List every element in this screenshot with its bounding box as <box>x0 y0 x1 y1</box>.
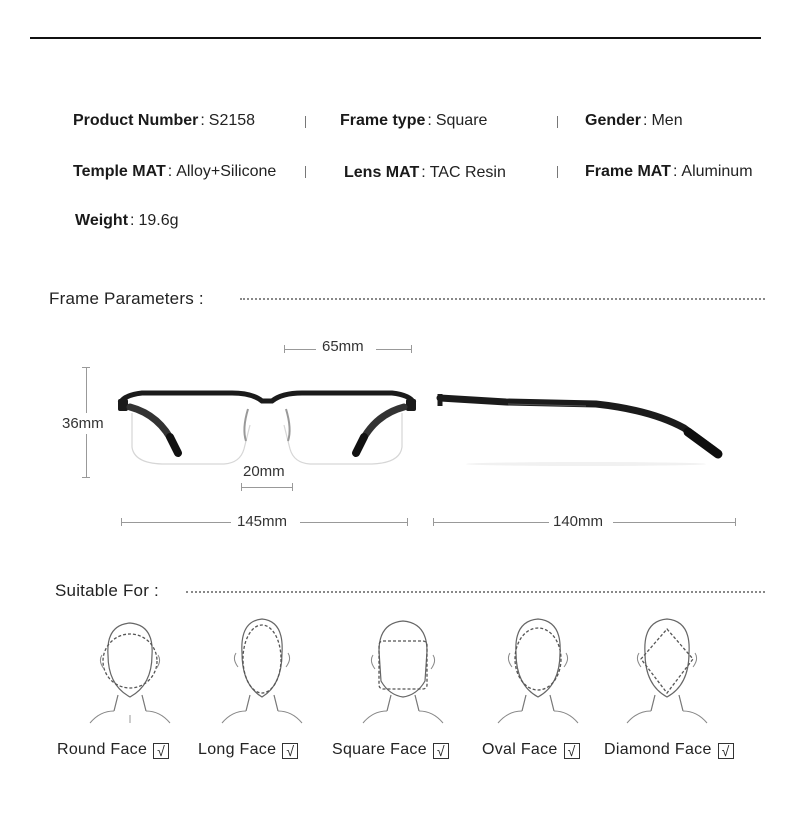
dimension-line <box>241 487 293 488</box>
spec-lens-mat: Lens MAT : TAC Resin <box>344 164 506 181</box>
face-label-oval <box>482 741 580 759</box>
dimension-tick <box>82 367 90 368</box>
face-name: Round Face <box>57 741 148 758</box>
round-face-icon <box>80 615 180 725</box>
lens-width-label: 65mm <box>322 338 364 355</box>
check-icon: √ <box>564 743 580 759</box>
dimension-line <box>376 349 412 350</box>
spec-key: Product Number <box>73 112 199 129</box>
dimension-tick <box>121 518 122 526</box>
spec-divider <box>557 166 558 178</box>
spec-frame-type: Frame type : Square <box>340 112 488 129</box>
face-label-diamond <box>604 741 734 759</box>
spec-weight: Weight : 19.6g <box>75 212 179 229</box>
spec-divider <box>305 116 306 128</box>
spec-divider <box>557 116 558 128</box>
spec-value: TAC Resin <box>429 164 506 181</box>
frame-width-label: 145mm <box>237 513 288 530</box>
temple-side-illustration <box>436 390 732 468</box>
dimension-tick <box>433 518 434 526</box>
face-name: Oval Face <box>482 741 558 758</box>
check-icon: √ <box>718 743 734 759</box>
dimension-line <box>613 522 735 523</box>
glasses-front-illustration <box>112 385 422 470</box>
spec-product-number: Product Number : S2158 <box>73 112 256 129</box>
spec-value: 19.6g <box>138 212 179 229</box>
spec-value: Men <box>651 112 683 129</box>
face-name: Square Face <box>332 741 427 758</box>
long-face-icon <box>212 615 312 725</box>
spec-frame-mat: Frame MAT : Aluminum <box>585 163 753 180</box>
dimension-tick <box>241 483 242 491</box>
check-icon: √ <box>282 743 298 759</box>
face-label-round <box>57 741 169 759</box>
spec-value: S2158 <box>208 112 256 129</box>
spec-key: Lens MAT <box>344 164 420 181</box>
spec-value: Square <box>435 112 488 129</box>
dimension-tick <box>411 345 412 353</box>
square-face-icon <box>353 615 453 725</box>
dimension-tick <box>735 518 736 526</box>
spec-key: Frame type <box>340 112 426 129</box>
dimension-line <box>284 349 316 350</box>
section-dotted-divider <box>186 591 765 593</box>
frame-parameters-title: Frame Parameters : <box>49 289 204 308</box>
section-dotted-divider <box>240 298 765 300</box>
spec-key: Temple MAT <box>73 163 166 180</box>
spec-divider <box>305 166 306 178</box>
spec-gender: Gender : Men <box>585 112 683 129</box>
spec-value: Aluminum <box>681 163 753 180</box>
spec-value: Alloy+Silicone <box>176 163 277 180</box>
dimension-tick <box>284 345 285 353</box>
face-label-square <box>332 741 449 759</box>
spec-key: Weight <box>75 212 129 229</box>
dimension-line <box>433 522 549 523</box>
spec-temple-mat: Temple MAT : Alloy+Silicone <box>73 163 277 180</box>
face-name: Long Face <box>198 741 277 758</box>
face-name: Diamond Face <box>604 741 712 758</box>
dimension-tick <box>292 483 293 491</box>
spec-key: Frame MAT <box>585 163 671 180</box>
suitable-for-title: Suitable For : <box>55 581 159 600</box>
check-icon: √ <box>433 743 449 759</box>
diamond-face-icon <box>617 615 717 725</box>
dimension-tick <box>407 518 408 526</box>
dimension-line <box>300 522 408 523</box>
temple-length-label: 140mm <box>553 513 604 530</box>
lens-height-label: 36mm <box>62 415 104 432</box>
dimension-line <box>121 522 231 523</box>
dimension-tick <box>82 477 90 478</box>
check-icon: √ <box>153 743 169 759</box>
spec-key: Gender <box>585 112 642 129</box>
oval-face-icon <box>488 615 588 725</box>
bridge-width-label: 20mm <box>243 463 285 480</box>
top-divider <box>30 37 761 39</box>
face-label-long <box>198 741 298 759</box>
